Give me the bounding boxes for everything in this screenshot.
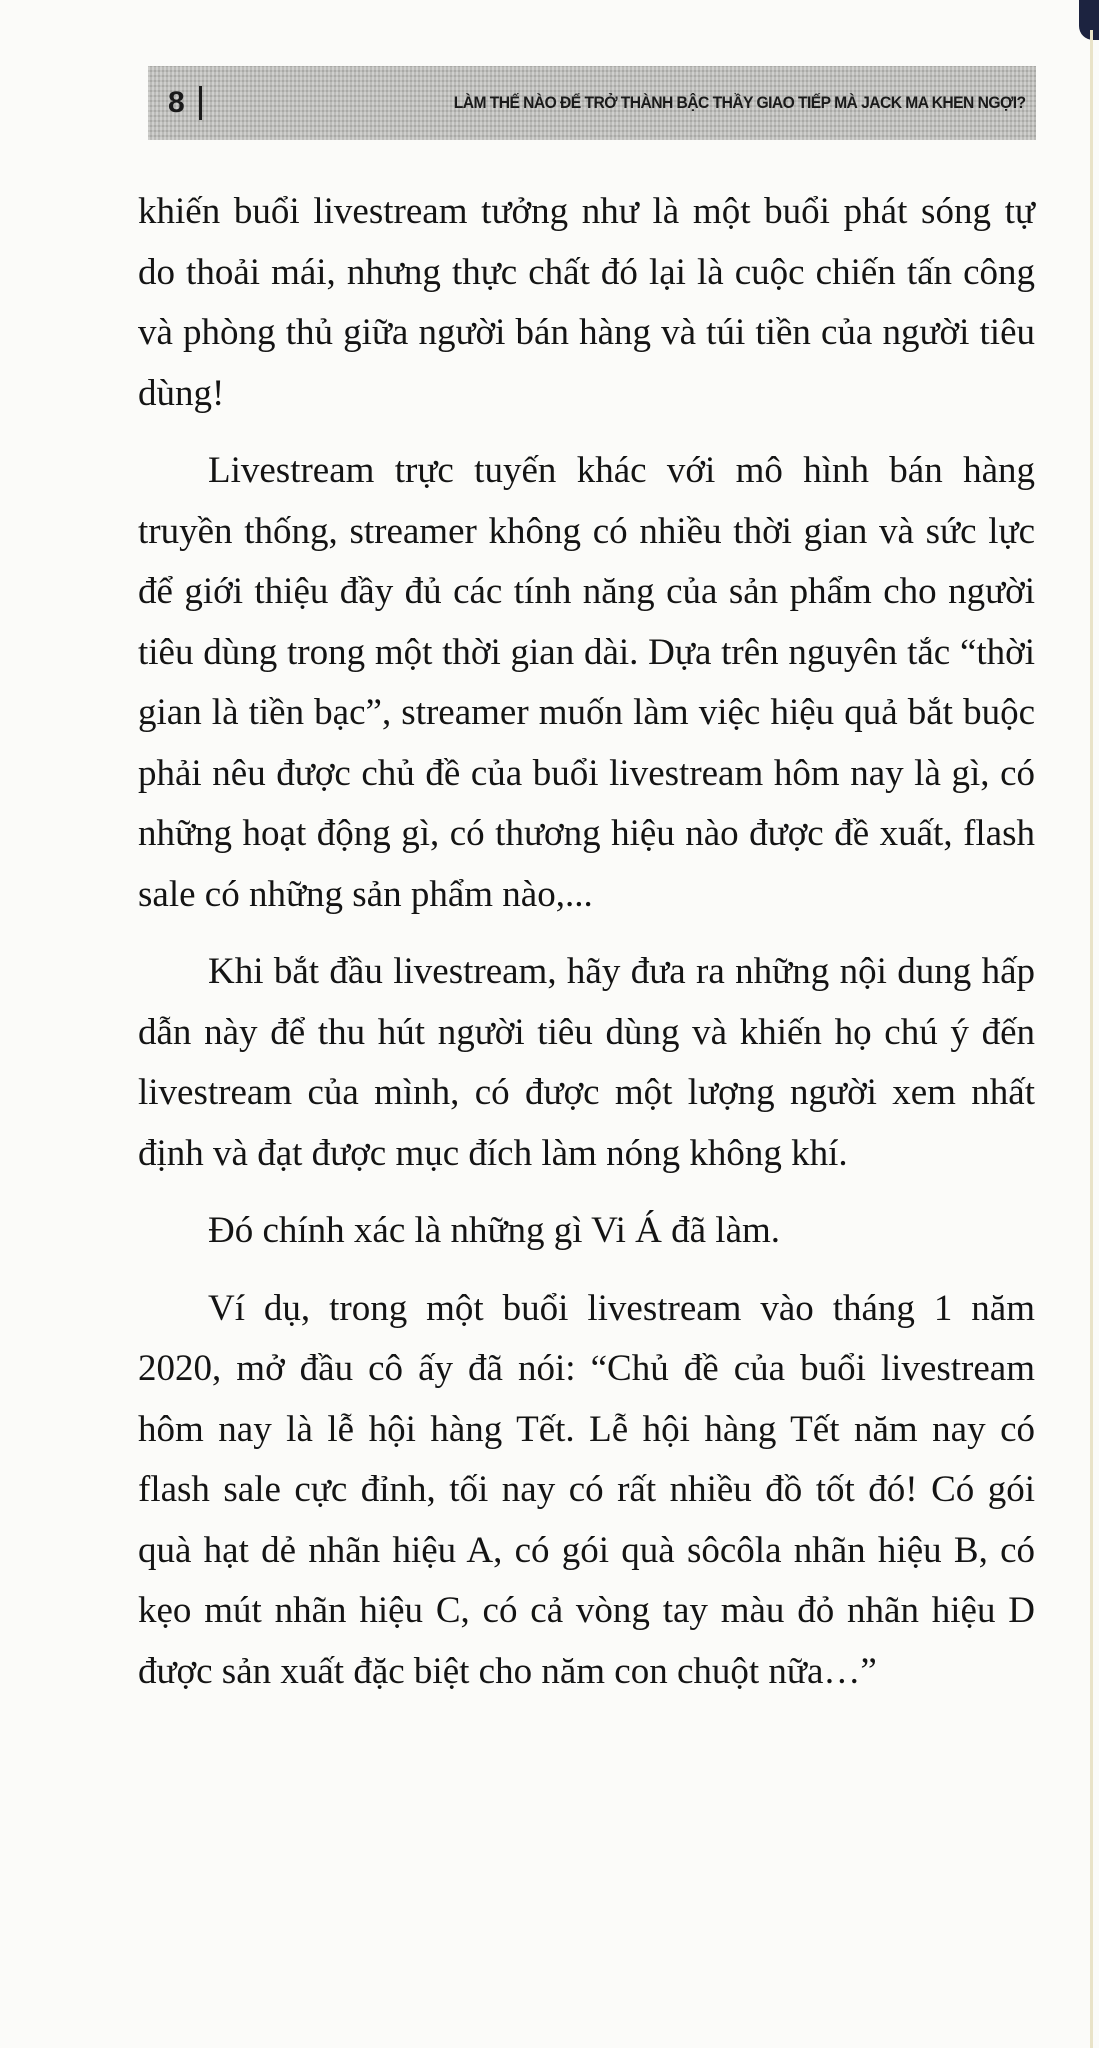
- running-header: [148, 66, 1036, 140]
- paragraph-continuation: khiến buổi livestream tưởng như là một buổi phát sóng tự do thoải mái, nhưng thực chất đó lại là cuộc chiến tấn công và phòng thủ giữa người bán hàng và túi tiền của người tiêu dùng!: [138, 191, 1035, 414]
- paragraph-livestream-vs-traditional: Livestream trực tuyến khác với mô hình bán hàng truyền thống, streamer không có nhiều thời gian và sức lực để giới thiệu đầy đủ các tính năng của sản phẩm cho người tiêu dùng trong một thời gian dài. Dựa trên nguyên tắc “thời gian là tiền bạc”, streamer muốn làm việc hiệu quả bắt buộc phải nêu được chủ đề của buổi livestream hôm nay là gì, có những hoạt động gì, có thương hiệu nào được đề xuất, flash sale có những sản phẩm nào,...: [138, 450, 1035, 915]
- page-body: [138, 182, 1035, 1719]
- page-number: 8: [168, 86, 185, 119]
- running-title: LÀM THẾ NÀO ĐỂ TRỞ THÀNH BẬC THẦY GIAO TIẾP MÀ JACK MA KHEN NGỢI?: [454, 93, 1026, 112]
- book-spine-edge: [1079, 0, 1099, 40]
- header-divider: [199, 86, 202, 120]
- paragraph-start-livestream: Khi bắt đầu livestream, hãy đưa ra những nội dung hấp dẫn này để thu hút người tiêu dùng và khiến họ chú ý đến livestream của mình, có được một lượng người xem nhất định và đạt được mục đích làm nóng không khí.: [138, 951, 1035, 1174]
- page-edge: [1090, 30, 1093, 2048]
- paragraph-vi-a: Đó chính xác là những gì Vi Á đã làm.: [208, 1210, 781, 1251]
- paragraph-example: Ví dụ, trong một buổi livestream vào tháng 1 năm 2020, mở đầu cô ấy đã nói: “Chủ đề của buổi livestream hôm nay là lễ hội hàng Tết. Lễ hội hàng Tết năm nay có flash sale cực đỉnh, tối nay có rất nhiều đồ tốt đó! Có gói quà hạt dẻ nhãn hiệu A, có gói quà sôcôla nhãn hiệu B, có kẹo mút nhãn hiệu C, có cả vòng tay màu đỏ nhãn hiệu D được sản xuất đặc biệt cho năm con chuột nữa…”: [138, 1287, 1035, 1692]
